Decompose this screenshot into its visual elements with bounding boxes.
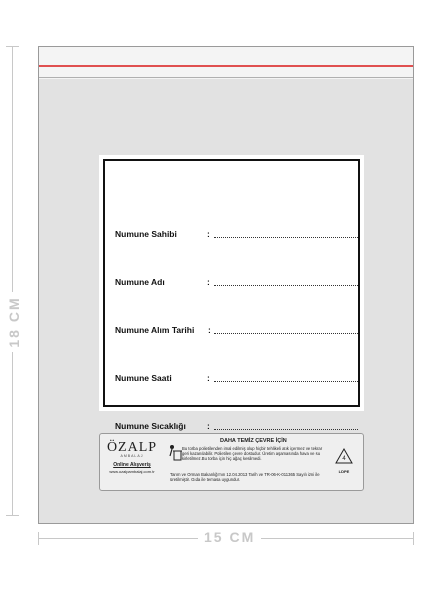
ziplock-bag (38, 46, 414, 524)
field-line[interactable] (214, 237, 358, 238)
footer-text: Bu torba polietilenden imal edilmiş olup hiçbir tehlikeli atık içermez ve tekrar geri kazanılabilir. Polietilen çevre dostudur. Üretim aşamasında hava ve su kirletilmez.Bu torba için hiç ağaç kesilmedi. (182, 446, 323, 461)
brand-logo: ÖZALP AMBALAJ Online Alışveriş www.ozalpambalaj.com.tr (104, 440, 160, 474)
sample-label-card (99, 155, 364, 431)
field-row: Numune Sıcaklığı : (115, 421, 357, 435)
footer-permit-text: Tarım ve Orman Bakanlığı'nın 12.04.2013 Tarih ve TR-06-K-011365 Sayılı izni ile üretilmiştir. Gıda ile temasa uygundur. (170, 472, 320, 482)
online-shopping-label: Online Alışveriş (113, 462, 151, 468)
field-label: Numune Alım Tarihi (115, 325, 195, 335)
zip-line (39, 77, 413, 78)
zip-line-red (39, 65, 413, 67)
width-dimension (38, 529, 414, 546)
height-dimension (6, 46, 20, 516)
width-label: 15 CM (198, 529, 261, 545)
field-row: Numune Adı : (115, 277, 357, 291)
field-line[interactable] (214, 429, 358, 430)
field-row: Numune Saati : (115, 373, 357, 387)
field-label: Numune Sahibi (115, 229, 177, 239)
height-label: 18 CM (6, 292, 22, 352)
field-line[interactable] (214, 285, 358, 286)
recycle-triangle-icon: 4 LDPE (335, 448, 353, 470)
field-row: Numune Alım Tarihi : (115, 325, 357, 339)
field-row: Numune Sahibi : (115, 229, 357, 243)
field-line[interactable] (214, 333, 358, 334)
recycle-bin-icon (168, 444, 182, 462)
field-label: Numune Adı (115, 277, 165, 287)
field-label: Numune Sıcaklığı (115, 421, 186, 431)
bag-top-strip (39, 47, 413, 79)
environment-info-box (99, 433, 364, 491)
field-line[interactable] (214, 381, 358, 382)
field-label: Numune Saati (115, 373, 172, 383)
svg-text:4: 4 (342, 456, 346, 462)
website-label: www.ozalpambalaj.com.tr (109, 469, 155, 474)
footer-title: DAHA TEMİZ ÇEVRE İÇİN (220, 438, 287, 444)
